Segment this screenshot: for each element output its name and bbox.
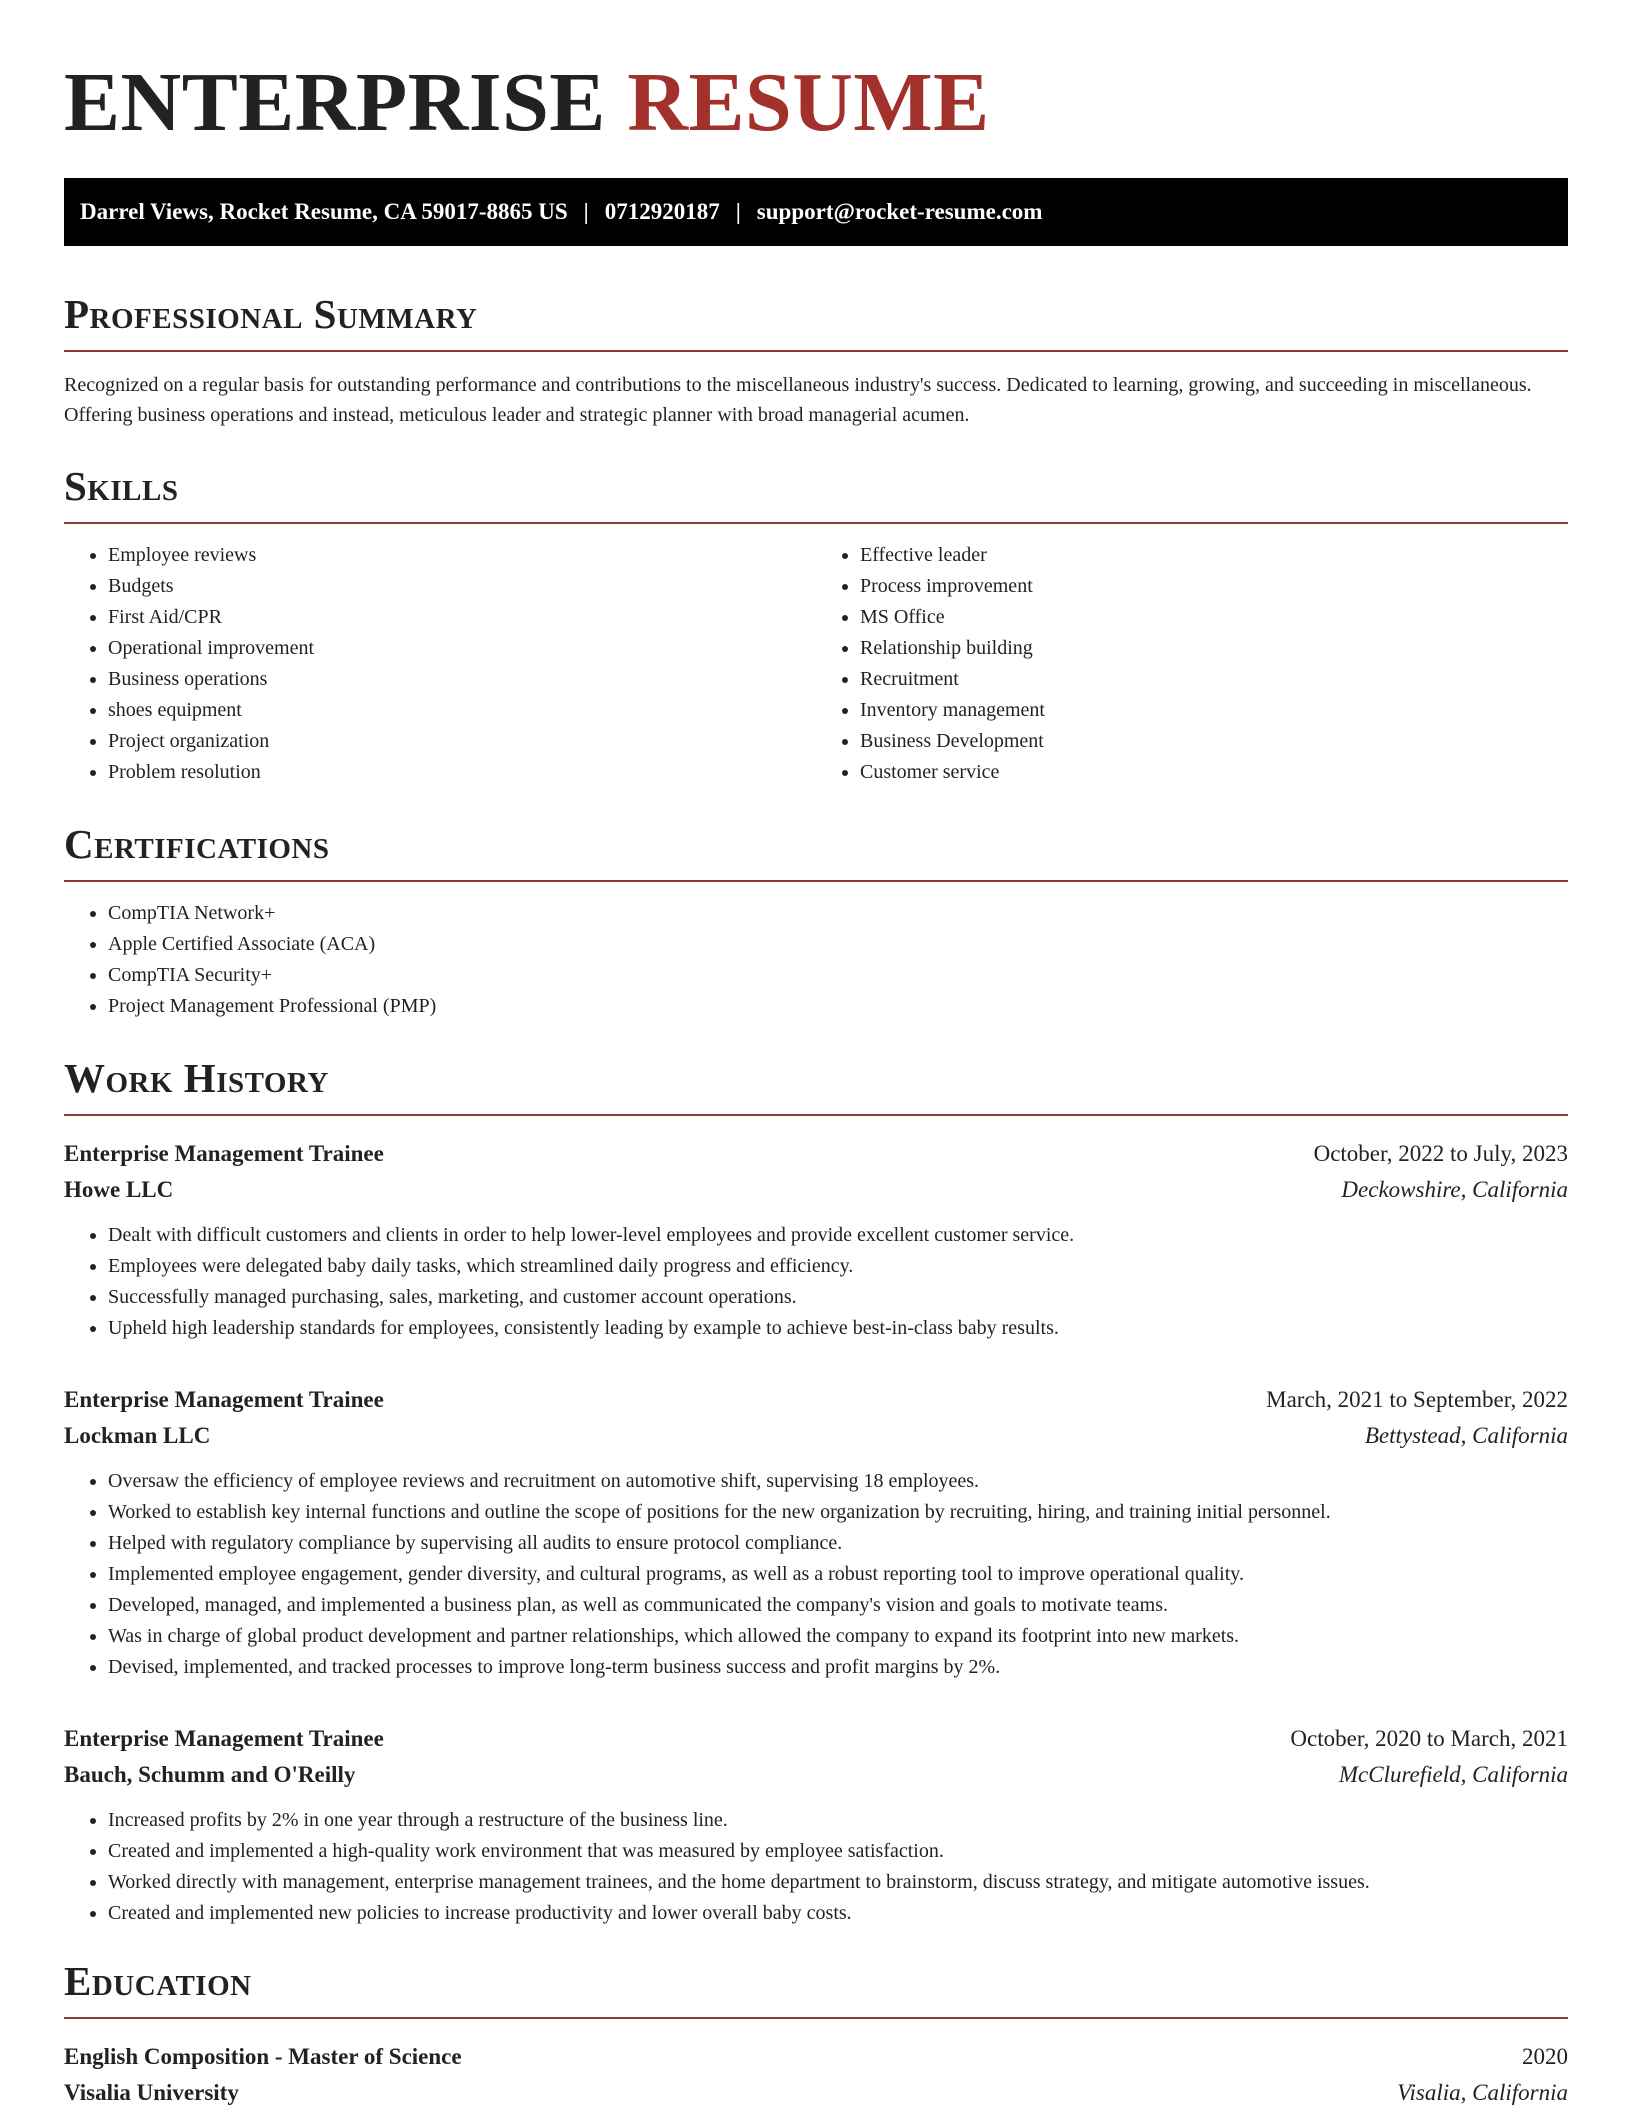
job-company: Bauch, Schumm and O'Reilly: [64, 1762, 356, 1787]
work-section: [64, 1054, 1568, 1929]
job-location: McClurefield, California: [1338, 1762, 1568, 1787]
list-item: • CompTIA Security+: [108, 960, 1568, 991]
list-item: • Inventory management: [860, 695, 1568, 726]
job-role: Enterprise Management Trainee: [64, 1726, 384, 1751]
list-item: • Implemented employee engagement, gender diversity, and cultural programs, as well as a robust reporting tool to improve operational quality.: [108, 1559, 1568, 1590]
contact-address: Darrel Views, Rocket Resume, CA 59017-8865 US: [80, 199, 568, 224]
list-item: • Oversaw the efficiency of employee reviews and recruitment on automotive shift, supervising 18 employees.: [108, 1466, 1568, 1497]
job-dates: October, 2022 to July, 2023: [1313, 1141, 1568, 1166]
section-title-certifications: Certifications: [64, 821, 330, 867]
section-divider: [64, 1114, 1568, 1116]
list-item: • Operational improvement: [108, 633, 816, 664]
job-company: Howe LLC: [64, 1177, 174, 1202]
work-head-row: [64, 1382, 1568, 1418]
job-dates: October, 2020 to March, 2021: [1290, 1726, 1568, 1751]
skills-section: [64, 462, 1568, 788]
work-entry: [64, 1382, 1568, 1683]
work-entry: [64, 1721, 1568, 1929]
list-item: • Increased profits by 2% in one year through a restructure of the business line.: [108, 1805, 1568, 1836]
title-accent: RESUME: [627, 56, 990, 149]
list-item: • Apple Certified Associate (ACA): [108, 929, 1568, 960]
work-sub-row: [64, 1418, 1568, 1454]
list-item: • Created and implemented new policies to increase productivity and lower overall baby costs.: [108, 1898, 1568, 1929]
work-head-row: [64, 1136, 1568, 1172]
work-entry: [64, 1136, 1568, 1344]
list-item: • Successfully managed purchasing, sales, marketing, and customer account operations.: [108, 1282, 1568, 1313]
section-divider: [64, 880, 1568, 882]
work-sub-row: [64, 1172, 1568, 1208]
education-school: Visalia University: [64, 2080, 239, 2105]
summary-text: Recognized on a regular basis for outstanding performance and contributions to the miscellaneous industry's success. Dedicated to learning, growing, and succeeding in miscellaneous. Offering business operations and instead, meticulous leader and strategic planner with broad managerial acumen.: [64, 374, 1532, 426]
section-divider: [64, 350, 1568, 352]
list-item: • Effective leader: [860, 540, 1568, 571]
job-bullets: [64, 1220, 1568, 1344]
job-company: Lockman LLC: [64, 1423, 211, 1448]
job-role: Enterprise Management Trainee: [64, 1141, 384, 1166]
education-entry: [64, 2039, 1568, 2111]
list-item: • Employee reviews: [108, 540, 816, 571]
list-item: • Devised, implemented, and tracked processes to improve long-term business success and profit margins by 2%.: [108, 1652, 1568, 1683]
list-item: • Customer service: [860, 757, 1568, 788]
section-title-summary: Professional Summary: [64, 291, 478, 337]
list-item: • Worked directly with management, enterprise management trainees, and the home department to brainstorm, discuss strategy, and mitigate automotive issues.: [108, 1867, 1568, 1898]
certifications-section: [64, 820, 1568, 1022]
list-item: • Worked to establish key internal functions and outline the scope of positions for the new organization by recruiting, hiring, and training initial personnel.: [108, 1497, 1568, 1528]
list-item: • Relationship building: [860, 633, 1568, 664]
certifications-list: [64, 898, 1568, 1022]
education-sub-row: [64, 2075, 1568, 2111]
contact-bar: [64, 178, 1568, 246]
list-item: • Budgets: [108, 571, 816, 602]
contact-separator: |: [735, 199, 741, 224]
education-head-row: [64, 2039, 1568, 2075]
section-title-education: Education: [64, 1958, 252, 2004]
section-title-work: Work History: [64, 1055, 329, 1101]
summary-section: [64, 290, 1568, 430]
list-item: • Created and implemented a high-quality work environment that was measured by employee satisfaction.: [108, 1836, 1568, 1867]
title-main: ENTERPRISE: [64, 56, 606, 149]
skills-list-left: [64, 540, 816, 788]
contact-email: support@rocket-resume.com: [756, 199, 1043, 224]
work-head-row: [64, 1721, 1568, 1757]
list-item: • Employees were delegated baby daily tasks, which streamlined daily progress and efficiency.: [108, 1251, 1568, 1282]
education-year: 2020: [1522, 2044, 1568, 2069]
education-degree: English Composition - Master of Science: [64, 2044, 462, 2069]
education-section: [64, 1957, 1568, 2111]
list-item: • Dealt with difficult customers and clients in order to help lower-level employees and provide excellent customer service.: [108, 1220, 1568, 1251]
contact-separator: |: [583, 199, 589, 224]
contact-phone: 0712920187: [604, 199, 720, 224]
skills-grid: [64, 524, 1568, 788]
list-item: • First Aid/CPR: [108, 602, 816, 633]
list-item: • Developed, managed, and implemented a business plan, as well as communicated the company's vision and goals to motivate teams.: [108, 1590, 1568, 1621]
list-item: • shoes equipment: [108, 695, 816, 726]
list-item: • Business Development: [860, 726, 1568, 757]
list-item: • Upheld high leadership standards for employees, consistently leading by example to achieve best-in-class baby results.: [108, 1313, 1568, 1344]
section-divider: [64, 2017, 1568, 2019]
work-entries: [64, 1136, 1568, 1929]
list-item: • Project Management Professional (PMP): [108, 991, 1568, 1022]
job-role: Enterprise Management Trainee: [64, 1387, 384, 1412]
job-dates: March, 2021 to September, 2022: [1266, 1387, 1568, 1412]
section-title-skills: Skills: [64, 463, 179, 509]
job-location: Deckowshire, California: [1341, 1177, 1568, 1202]
list-item: • Helped with regulatory compliance by supervising all audits to ensure protocol compliance.: [108, 1528, 1568, 1559]
skills-list-right: [816, 540, 1568, 788]
list-item: • Was in charge of global product development and partner relationships, which allowed the company to expand its footprint into new markets.: [108, 1621, 1568, 1652]
list-item: • MS Office: [860, 602, 1568, 633]
list-item: • Recruitment: [860, 664, 1568, 695]
list-item: • Problem resolution: [108, 757, 816, 788]
list-item: • Project organization: [108, 726, 816, 757]
education-location: Visalia, California: [1397, 2080, 1568, 2105]
job-bullets: [64, 1466, 1568, 1683]
job-bullets: [64, 1805, 1568, 1929]
resume-page: [64, 0, 1568, 2111]
job-location: Bettystead, California: [1364, 1423, 1568, 1448]
list-item: • Business operations: [108, 664, 816, 695]
document-title: [64, 0, 1568, 152]
list-item: • Process improvement: [860, 571, 1568, 602]
list-item: • CompTIA Network+: [108, 898, 1568, 929]
work-sub-row: [64, 1757, 1568, 1793]
